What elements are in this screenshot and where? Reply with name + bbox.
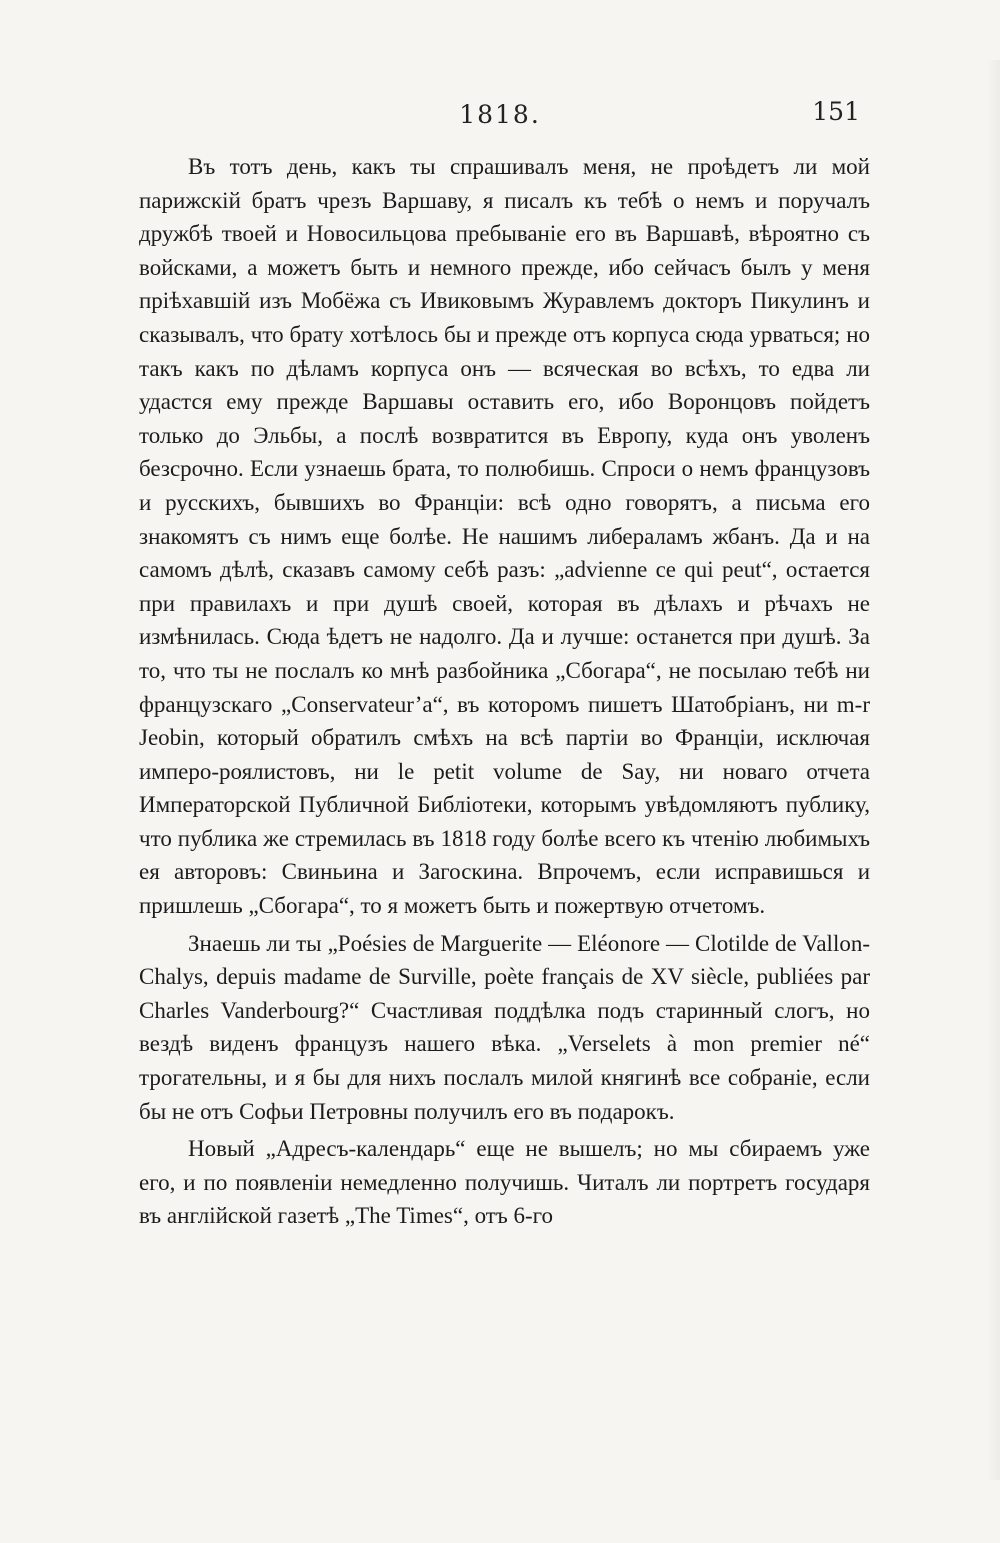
paragraph-1: Въ тотъ день, какъ ты спрашивалъ меня, не проѣдетъ ли мой парижскій братъ чрезъ Варшаву, я писалъ къ тебѣ о немъ и поручалъ дружбѣ твоей и Новосильцова пребываніе его въ Варшавѣ, вѣроятно съ войсками, а можетъ быть и немного прежде, ибо сейчасъ былъ у меня пріѣхавшій изъ Мобёжа съ Ивиковымъ Журавлемъ докторъ Пикулинъ и сказывалъ, что брату хотѣлось бы и прежде отъ корпуса сюда урваться; но такъ какъ по дѣламъ корпуса онъ — всяческая во всѣхъ, то едва ли удастся ему прежде Варшавы оставить его, ибо Воронцовъ пойдетъ только до Эльбы, а послѣ возвратится въ Европу, куда онъ уволенъ безсрочно. Если узнаешь брата, то полюбишь. Спроси о немъ французовъ и русскихъ, бывшихъ во Франціи: всѣ одно говорятъ, а письма его знакомятъ съ нимъ еще болѣе. Не нашимъ либераламъ жбанъ. Да и на самомъ дѣлѣ, сказавъ самому себѣ разъ: „advienne ce qui peut“, остается при правилахъ и при душѣ своей, которая въ дѣлахъ и рѣчахъ не измѣнилась. Сюда ѣдетъ не надолго. Да и лучше: останется при душѣ. За то, что ты не послалъ ко мнѣ разбойника „Сбогара“, не посылаю тебѣ ни французскаго „Conservateur’a“, въ которомъ пишетъ Шатобріанъ, ни m-r Jeobin, который обратилъ смѣхъ на всѣ партіи во Франціи, исключая имперо-роялистовъ, ни le petit volume de Say, ни новаго отчета Императорской Публичной Библіотеки, которымъ увѣдомляютъ публику, что публика же стремилась въ 1818 году болѣе всего къ чтенію любимыхъ ея авторовъ: Свиньина и Загоскина. Впрочемъ, если исправишься и пришлешь „Сбогара“, то я можетъ быть и пожертвую отчетомъ. — [139, 154, 870, 919]
paragraph-3: Новый „Адресъ-календарь“ еще не вышелъ; но мы сбираемъ уже его, и по появленіи немедленно получишь. Читалъ ли портретъ государя въ англійской газетѣ „The Times“, отъ 6-го — [139, 1136, 870, 1229]
page-edge-shadow — [986, 60, 1000, 1480]
page-number: 151 — [812, 97, 860, 126]
letter-body — [139, 150, 870, 1237]
running-header-year: 1818. — [459, 100, 541, 129]
paragraph-2: Знаешь ли ты „Poésies de Marguerite — Eléonore — Clotilde de Vallon-Chalys, depuis madame de Surville, poète français de XV siècle, publiées par Charles Vanderbourg?“ Счастливая поддѣлка подъ старинный слогъ, но вездѣ виденъ французъ нашего вѣка. „Verselets à mon premier né“ трогательны, и я бы для нихъ послалъ милой княгинѣ все собраніе, если бы не отъ Софьи Петровны получилъ его въ подарокъ. — [139, 930, 870, 1124]
